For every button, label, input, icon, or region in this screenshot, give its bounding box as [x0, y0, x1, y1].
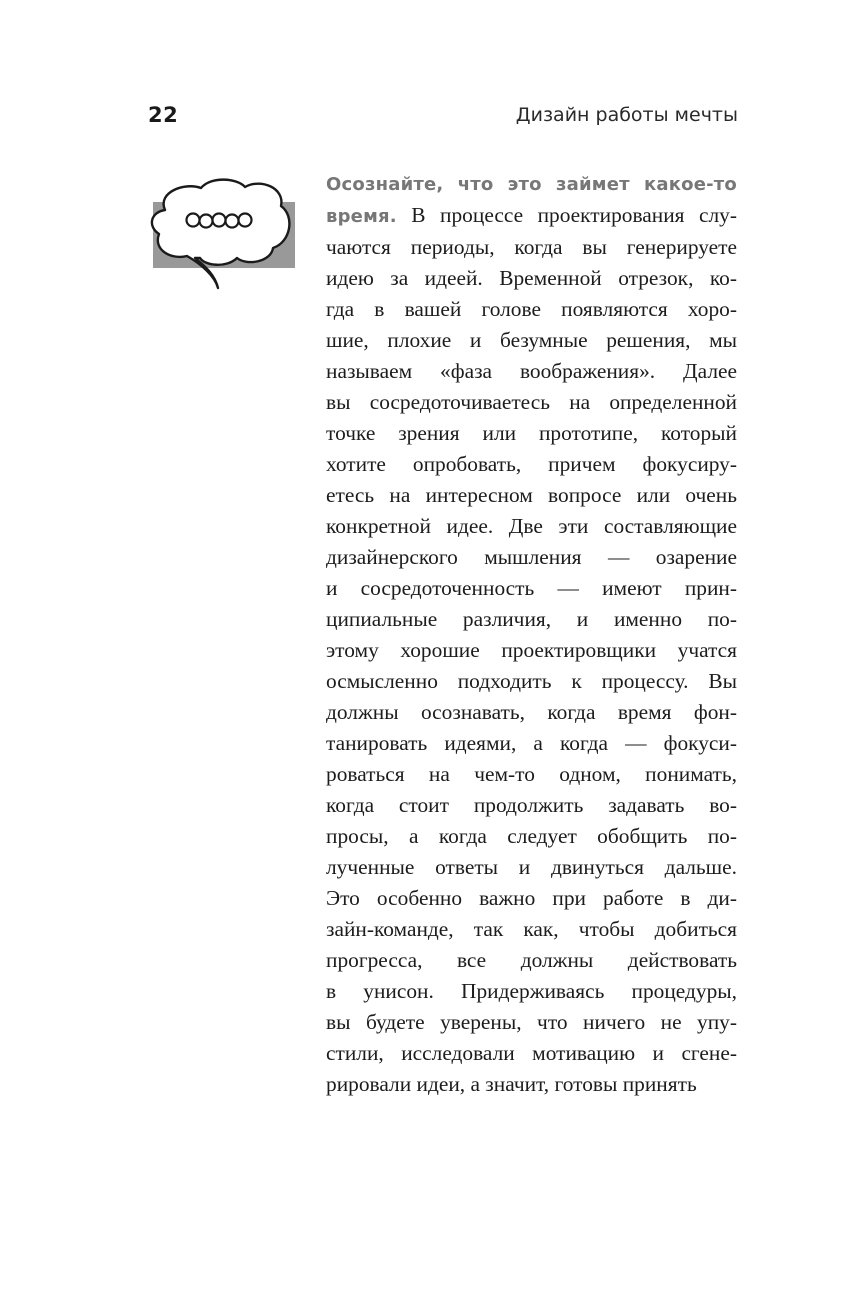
dot — [213, 214, 226, 227]
lead-phrase-end: время. — [326, 206, 397, 227]
text-line: прогресса, все должны действовать — [326, 948, 737, 972]
text-line: зайн-команде, так как, чтобы добиться — [326, 917, 737, 941]
text-line: стили, исследовали мотивацию и сгене- — [326, 1041, 737, 1065]
text-line: просы, а когда следует обобщить по- — [326, 824, 737, 848]
dot — [226, 215, 239, 228]
text-line — [326, 168, 737, 200]
lead-phrase: Осознайте, что это займет какое-то — [326, 174, 737, 195]
text-line: етесь на интересном вопросе или очень — [326, 483, 737, 507]
text-line: должны осознавать, когда время фон- — [326, 700, 737, 724]
text-line: танировать идеями, а когда — фокуси- — [326, 731, 737, 755]
text-line: вы сосредоточиваетесь на определенной — [326, 390, 737, 414]
dot — [187, 214, 200, 227]
text-line: вы будете уверены, что ничего не упу- — [326, 1010, 737, 1034]
text-line: рировали идеи, а значит, готовы принять — [326, 1072, 697, 1096]
body-paragraph — [326, 168, 737, 1100]
text-line: ципиальные различия, и именно по- — [326, 607, 737, 631]
text-line: хотите опробовать, причем фокусиру- — [326, 452, 737, 476]
speech-bubble-thought-icon — [145, 170, 305, 300]
text-line: роваться на чем-то одном, понимать, — [326, 762, 737, 786]
text-line: осмысленно подходить к процессу. Вы — [326, 669, 737, 693]
text-line: дизайнерского мышления — озарение — [326, 545, 737, 569]
text-line — [326, 200, 737, 232]
dots-group — [187, 214, 252, 228]
text-line: называем «фаза воображения». Далее — [326, 359, 737, 383]
dot — [239, 214, 252, 227]
line-text: В процессе проектирования слу- — [396, 203, 737, 227]
text-line: в унисон. Придерживаясь процедуры, — [326, 979, 737, 1003]
speech-bubble-outline — [152, 180, 290, 288]
text-line: чаются периоды, когда вы генерируете — [326, 235, 737, 259]
text-line: шие, плохие и безумные решения, мы — [326, 328, 737, 352]
text-line: лученные ответы и двинуться дальше. — [326, 855, 737, 879]
text-line: конкретной идее. Две эти составляющие — [326, 514, 737, 538]
text-line: точке зрения или прототипе, который — [326, 421, 737, 445]
running-title: Дизайн работы мечты — [515, 104, 738, 126]
text-line: идею за идеей. Временной отрезок, ко- — [326, 266, 737, 290]
text-line: и сосредоточенность — имеют прин- — [326, 576, 737, 600]
text-line: гда в вашей голове появляются хоро- — [326, 297, 737, 321]
text-line: когда стоит продолжить задавать во- — [326, 793, 737, 817]
text-line: этому хорошие проектировщики учатся — [326, 638, 737, 662]
text-line: Это особенно важно при работе в ди- — [326, 886, 737, 910]
dot — [200, 215, 213, 228]
page-number: 22 — [148, 103, 179, 127]
